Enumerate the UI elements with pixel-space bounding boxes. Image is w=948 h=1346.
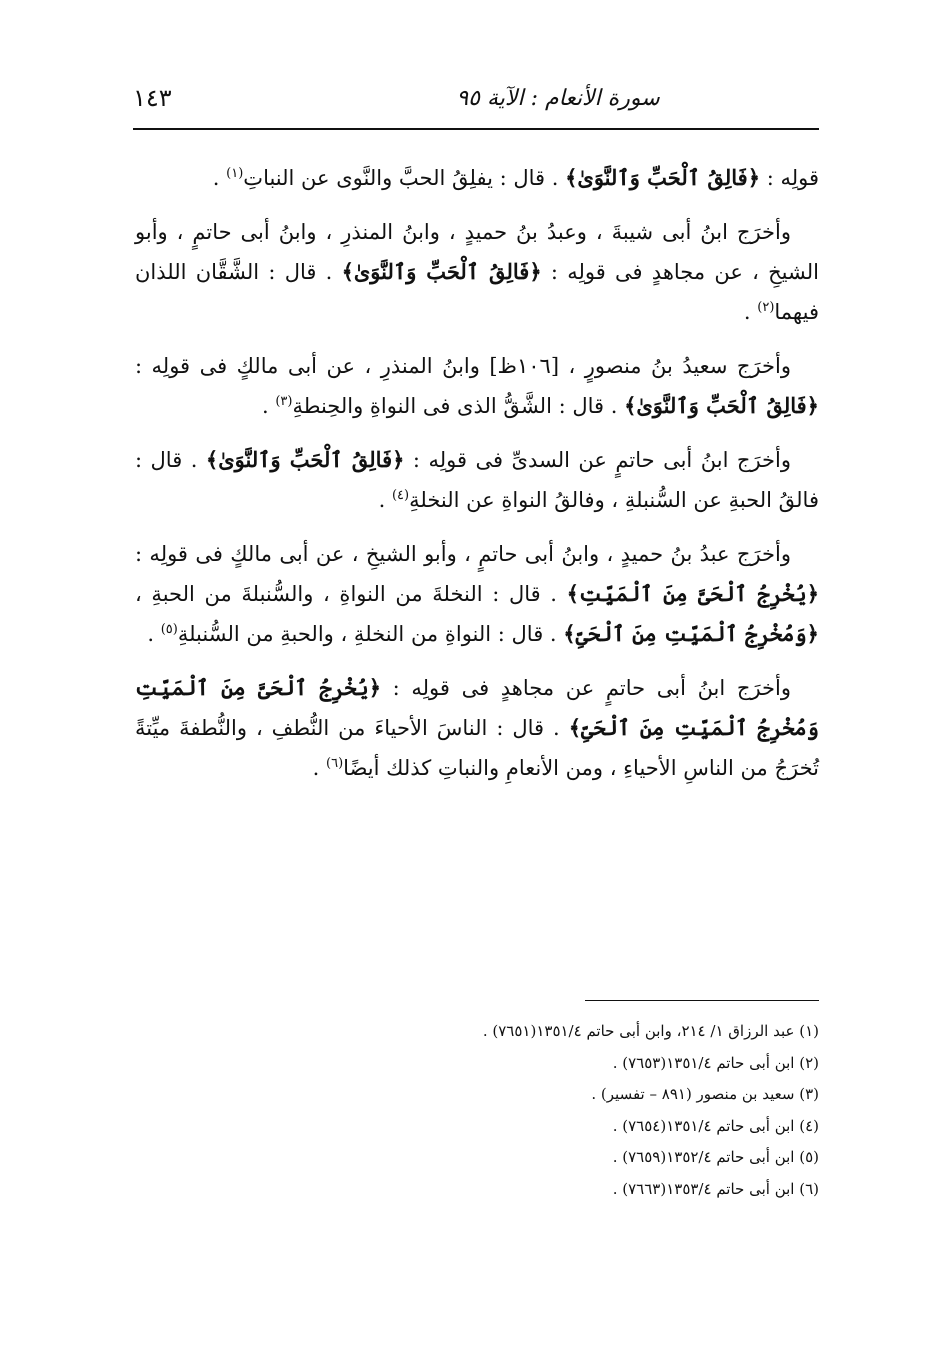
footnote: (٤) ابن أبى حاتم ١٣٥١/٤(٧٦٥٤) . bbox=[612, 1116, 819, 1135]
text-segment: . قال : النواةِ من النخلةِ ، والحبةِ من السُّنبلةِ bbox=[177, 622, 564, 646]
text-segment: وأخرَج سعيدُ بنُ منصورٍ ، [١٠٦ظ] وابنُ المنذرِ ، عن أبى مالكٍ فى قولِه : bbox=[135, 354, 791, 378]
footnote-divider bbox=[585, 1000, 819, 1001]
text-segment: وأخرَج ابنُ أبى حاتمٍ عن السدىِّ فى قولِه : bbox=[404, 448, 791, 472]
footnote-reference: (٣) bbox=[275, 394, 293, 409]
text-segment: . قال : الناسَ الأحياءَ من النُّطفِ ، والنُّطفةَ ميِّتةً تُخرَجُ من الناسِ الأحياءِ ، ومن الأنعامِ والنباتِ كذلك أيضًا bbox=[135, 716, 819, 780]
quran-verse: ﴿يُخْرِجُ ٱلْحَىَّ مِنَ ٱلْمَيِّتِ﴾ bbox=[566, 581, 819, 606]
footnote: (٣) سعيد بن منصور (٨٩١ – تفسير) . bbox=[591, 1085, 819, 1103]
page-header bbox=[133, 80, 819, 124]
text-segment: . قال : الشَّقُّ الذى فى النواةِ والحِنطةِ bbox=[292, 394, 625, 418]
text-segment: وأخرَج ابنُ أبى شيبةَ ، وعبدُ بنُ حميدٍ ، وابنُ المنذرِ ، وابنُ أبى حاتمٍ ، وأبو الشيخِ ، عن مجاهدٍ فى قولِه : bbox=[135, 220, 819, 284]
footnote-reference: (٤) bbox=[391, 488, 410, 503]
quran-verse: ﴿فَالِقُ ٱلْحَبِّ وَٱلنَّوَىٰ﴾ bbox=[205, 447, 405, 472]
footnote: (٦) ابن أبى حاتم ١٣٥٣/٤(٧٦٦٣) . bbox=[612, 1179, 819, 1198]
text-segment: . bbox=[261, 394, 276, 418]
footnote: (٥) ابن أبى حاتم ١٣٥٢/٤(٧٦٥٩) . bbox=[612, 1148, 819, 1166]
footnote: (٢) ابن أبى حاتم ١٣٥١/٤(٧٦٥٣) . bbox=[612, 1053, 819, 1072]
text-segment: قولِه : bbox=[760, 166, 819, 190]
footnote-reference: (١) bbox=[226, 166, 244, 181]
quran-verse: ﴿فَالِقُ ٱلْحَبِّ وَٱلنَّوَىٰ﴾ bbox=[624, 393, 819, 418]
paragraph bbox=[135, 534, 819, 654]
main-text bbox=[135, 158, 819, 802]
text-segment: . قال : فالقُ الحبةِ عن السُّنبلةِ ، وفالقُ النواةِ عن النخلةِ bbox=[135, 448, 819, 512]
paragraph bbox=[135, 668, 819, 788]
text-segment: . bbox=[147, 622, 161, 646]
text-segment: . bbox=[212, 166, 227, 190]
paragraph bbox=[135, 440, 819, 520]
text-segment: . قال : الشَّقَّان اللذان فيهما bbox=[135, 260, 819, 324]
quran-verse: ﴿فَالِقُ ٱلْحَبِّ وَٱلنَّوَىٰ﴾ bbox=[341, 259, 542, 284]
running-title: سورة الأنعام : الآية ٩٥ bbox=[456, 86, 660, 111]
footnote-reference: (٦) bbox=[326, 756, 344, 771]
header-divider bbox=[133, 128, 819, 130]
text-segment: . bbox=[312, 756, 327, 780]
paragraph bbox=[135, 346, 819, 426]
text-segment: . قال : يفلِقُ الحبَّ والنَّوى عن النباتِ bbox=[243, 166, 566, 190]
text-segment: . bbox=[743, 300, 758, 324]
page-number: ١٤٣ bbox=[133, 84, 172, 112]
text-segment: . قال : النخلةَ من النواةِ ، والسُّنبلةَ من الحبةِ ، bbox=[135, 582, 567, 606]
quran-verse: ﴿فَالِقُ ٱلْحَبِّ وَٱلنَّوَىٰ﴾ bbox=[565, 165, 761, 190]
footnote-reference: (٥) bbox=[160, 622, 178, 637]
footnote: (١) عبد الرزاق ١/ ٢١٤، وابن أبى حاتم ١٣٥١/٤(٧٦٥١) . bbox=[482, 1022, 819, 1040]
paragraph bbox=[135, 212, 819, 332]
footnotes bbox=[330, 1016, 819, 1205]
paragraph bbox=[135, 158, 819, 198]
footnote-reference: (٢) bbox=[757, 300, 775, 315]
quran-verse: ﴿يُخْرِجُ ٱلْحَىَّ مِنَ ٱلْمَيِّتِ وَمُخْرِجُ ٱلْمَيِّتِ مِنَ ٱلْحَىِّ﴾ bbox=[135, 675, 819, 740]
text-segment: وأخرَج عبدُ بنُ حميدٍ ، وابنُ أبى حاتمٍ ، وأبو الشيخِ ، عن أبى مالكٍ فى قولِه : bbox=[135, 542, 791, 566]
text-segment: وأخرَج ابنُ أبى حاتمٍ عن مجاهدٍ فى قولِه : bbox=[381, 676, 791, 700]
text-segment: . bbox=[378, 488, 392, 512]
quran-verse: ﴿وَمُخْرِجُ ٱلْمَيِّتِ مِنَ ٱلْحَىِّ﴾ bbox=[563, 621, 819, 646]
